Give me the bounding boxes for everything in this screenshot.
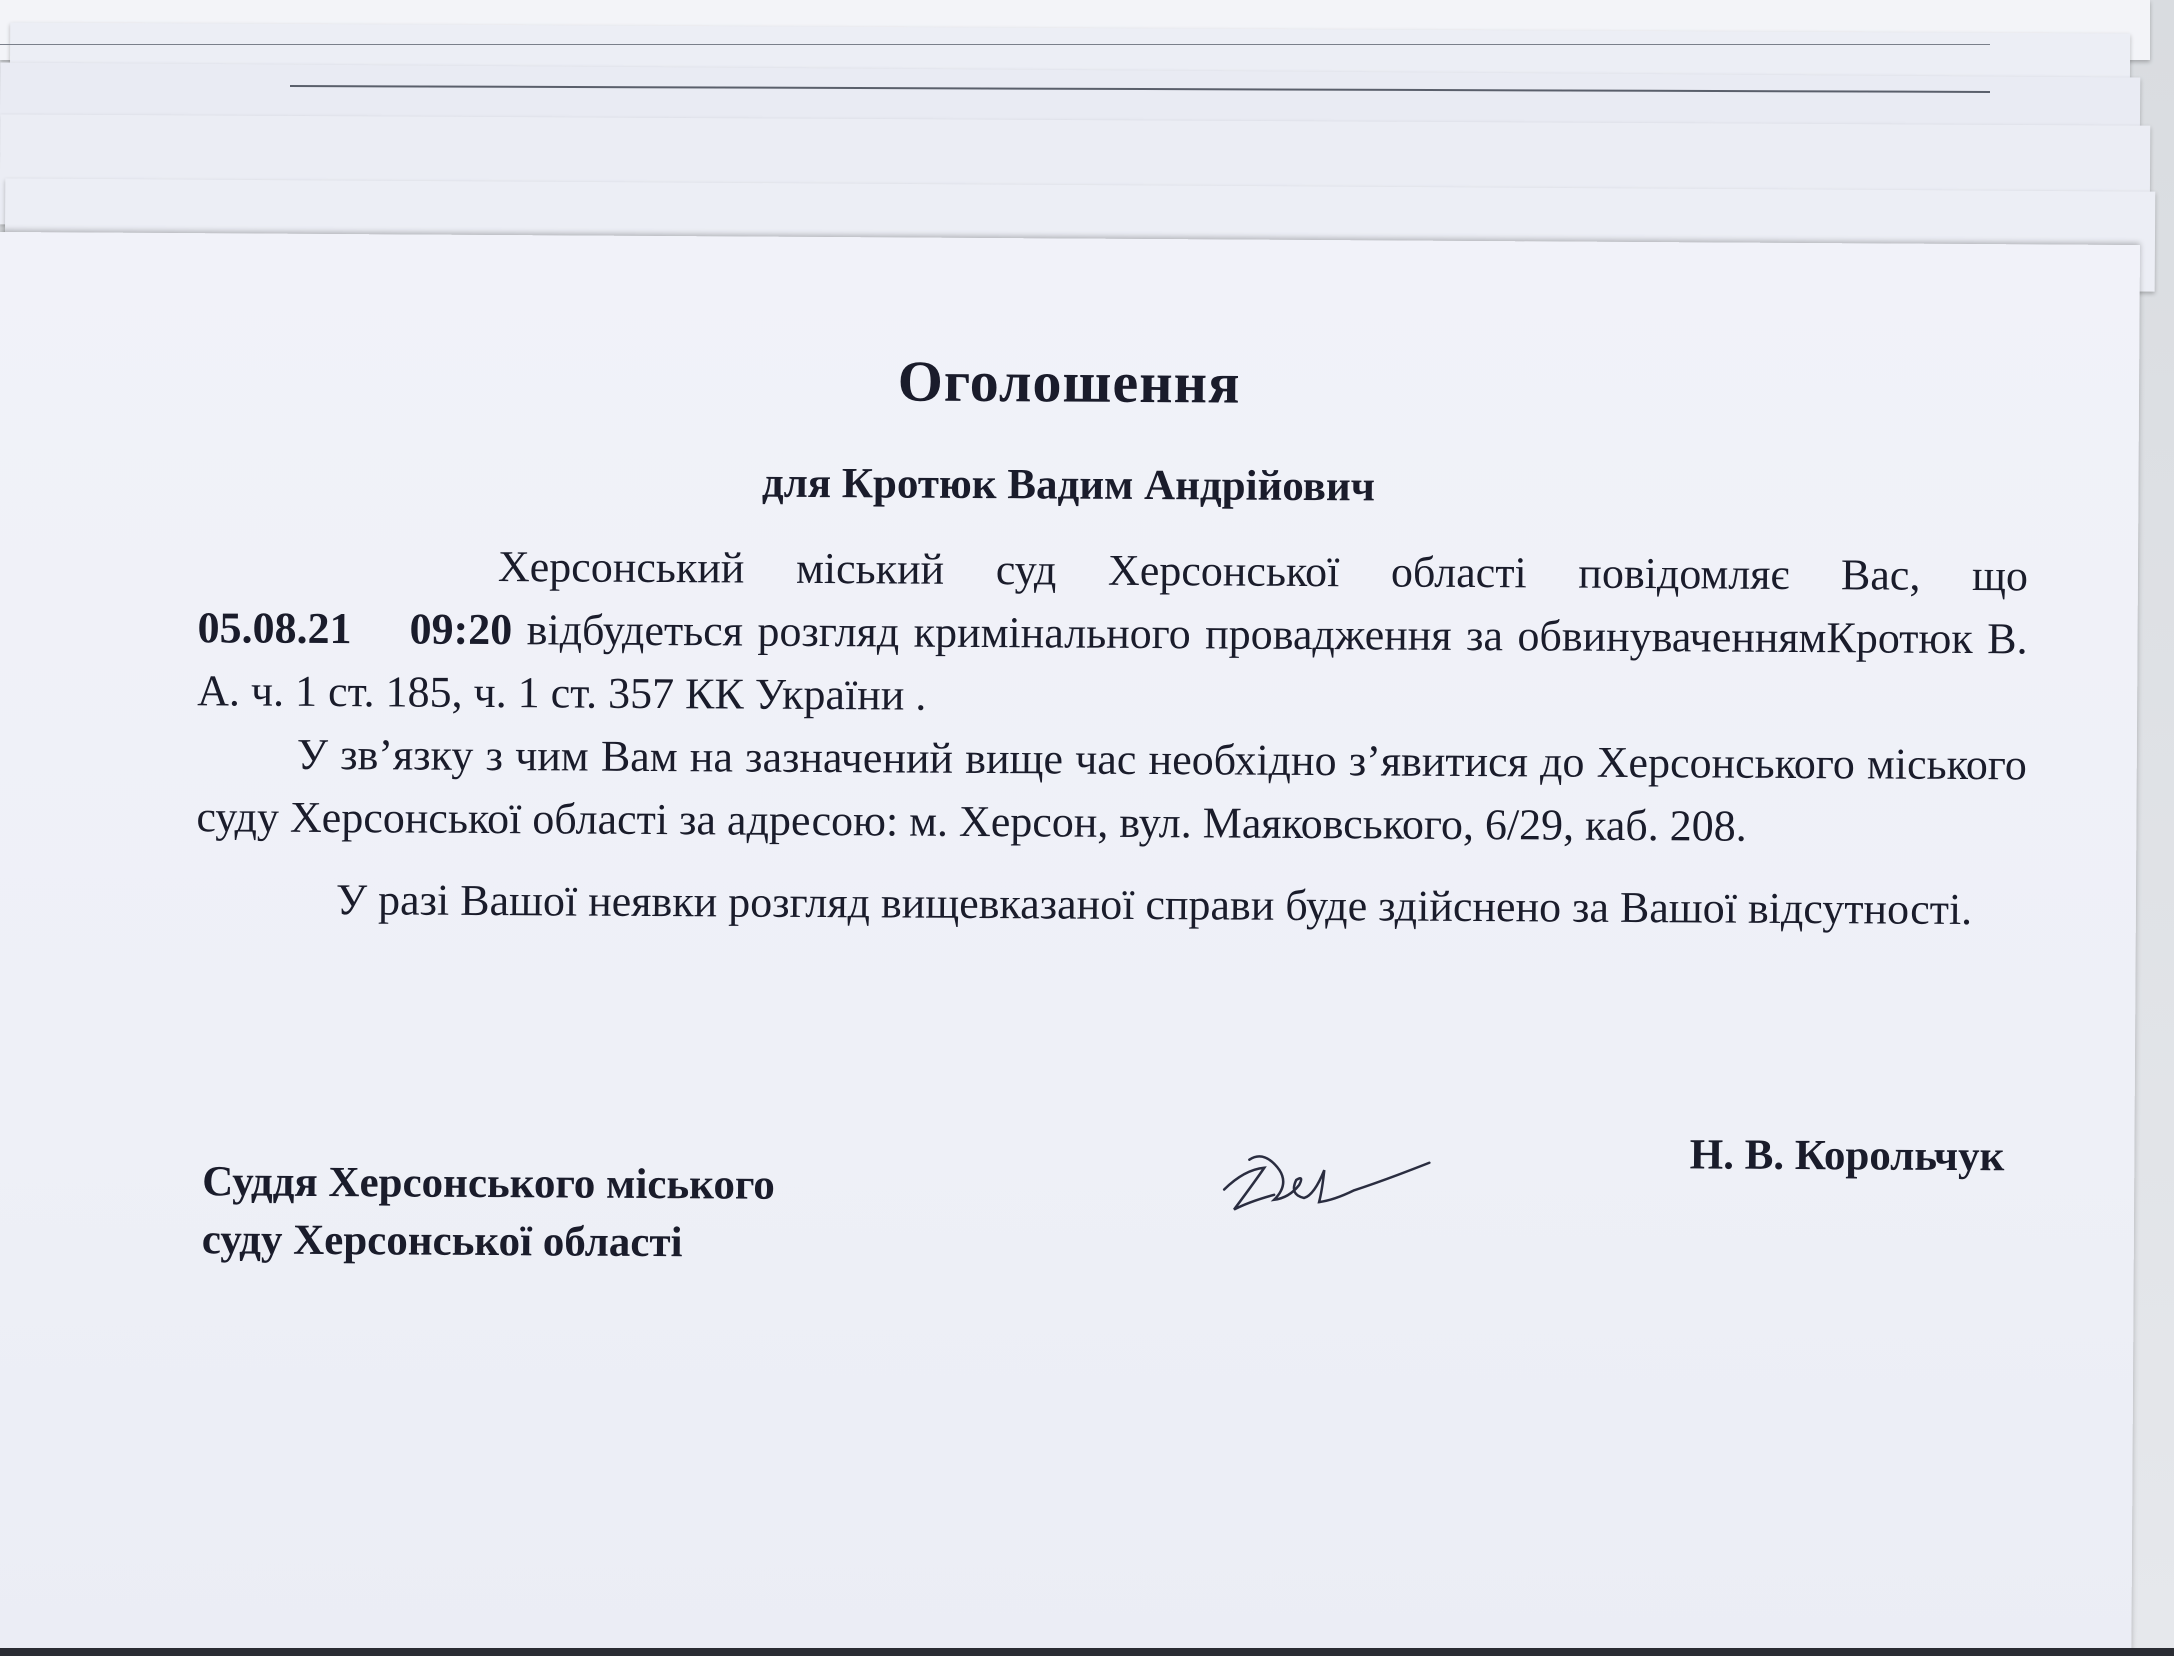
paragraph-absence: У разі Вашої неявки розгляд вищевказаної справи буде здійснено за Вашої відсутності.: [335, 875, 1973, 935]
notice-lead: Херсонський міський суд Херсонської області повідомляє Вас, що: [497, 542, 2029, 601]
recipient-line: для Кротюк Вадим Андрійович: [761, 459, 1376, 511]
signer-title-line1: Суддя Херсонського міського: [202, 1158, 776, 1209]
signer-title-line2: суду Херсонської області: [201, 1216, 683, 1267]
signer-title: [202, 1153, 775, 1272]
paragraph-appearance: У зв’язку з чим Вам на зазначений вище час необхідно з’явитися до Херсонського міського суду Херсонської області за адресою: м. Херсон, вул. Маяковського, 6/29, каб. 208.: [196, 729, 2027, 851]
signer-name: Н. В. Корольчук: [1689, 1131, 2005, 1181]
notice-rest: відбудеться розгляд кримінального провадження за обвинуваченнямКротюк В. А. ч. 1 ст. 185, ч. 1 ст. 357 КК України .: [197, 605, 2028, 720]
paragraph-notice: [197, 533, 2028, 733]
hearing-datetime: 05.08.21 09:20: [197, 603, 513, 655]
document-body: [196, 533, 2028, 955]
document-title: Оголошення: [897, 348, 1241, 416]
background-rule: [0, 44, 1990, 45]
announcement-sheet: [0, 232, 2140, 1656]
handwritten-signature: [1204, 1139, 1435, 1230]
table-edge: [0, 1648, 2174, 1656]
